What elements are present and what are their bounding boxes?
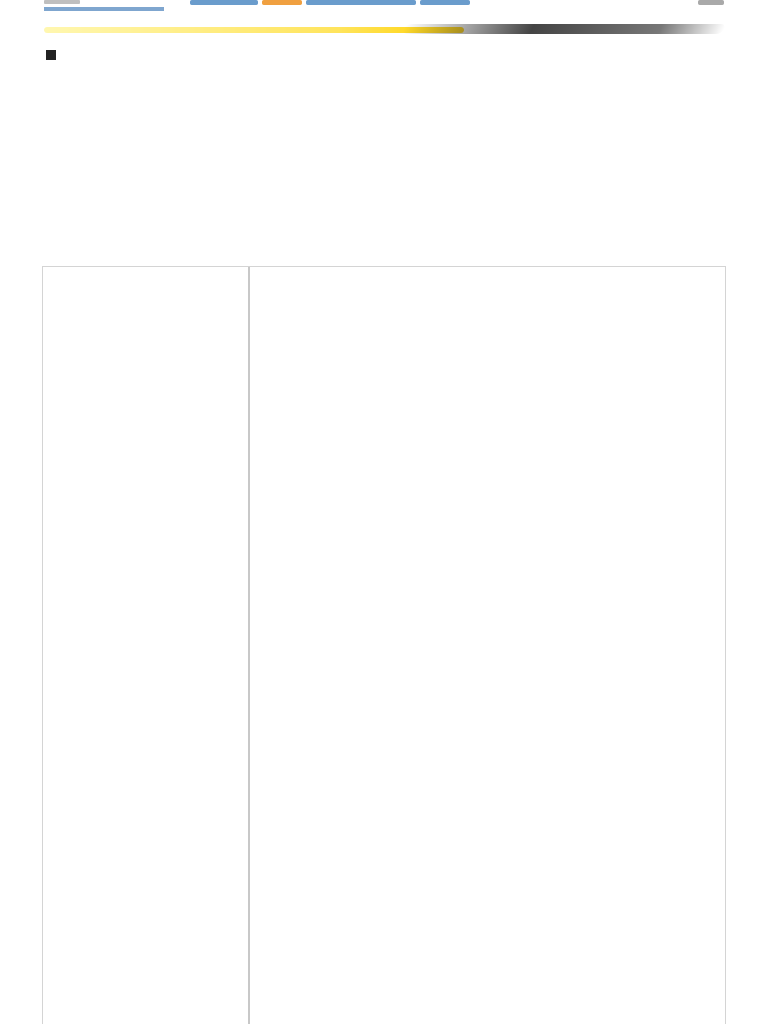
site-name-link[interactable] [44, 0, 80, 4]
corner-link[interactable] [698, 0, 724, 5]
list-item [46, 55, 724, 60]
title-brush-stroke [402, 24, 727, 34]
title-highlight-bar [44, 27, 464, 33]
ascii-art-table [42, 266, 726, 1024]
article-body [44, 40, 724, 62]
nav-link-4[interactable] [420, 0, 470, 5]
nav-link-2[interactable] [262, 0, 302, 5]
nav-link-1[interactable] [190, 0, 258, 5]
table-column-left [43, 267, 248, 1024]
table-column-right [250, 267, 726, 1024]
top-nav [190, 0, 470, 6]
page-title [44, 10, 424, 22]
title-decoration [44, 23, 724, 35]
bullet-icon [46, 55, 56, 60]
nav-link-3[interactable] [306, 0, 416, 5]
